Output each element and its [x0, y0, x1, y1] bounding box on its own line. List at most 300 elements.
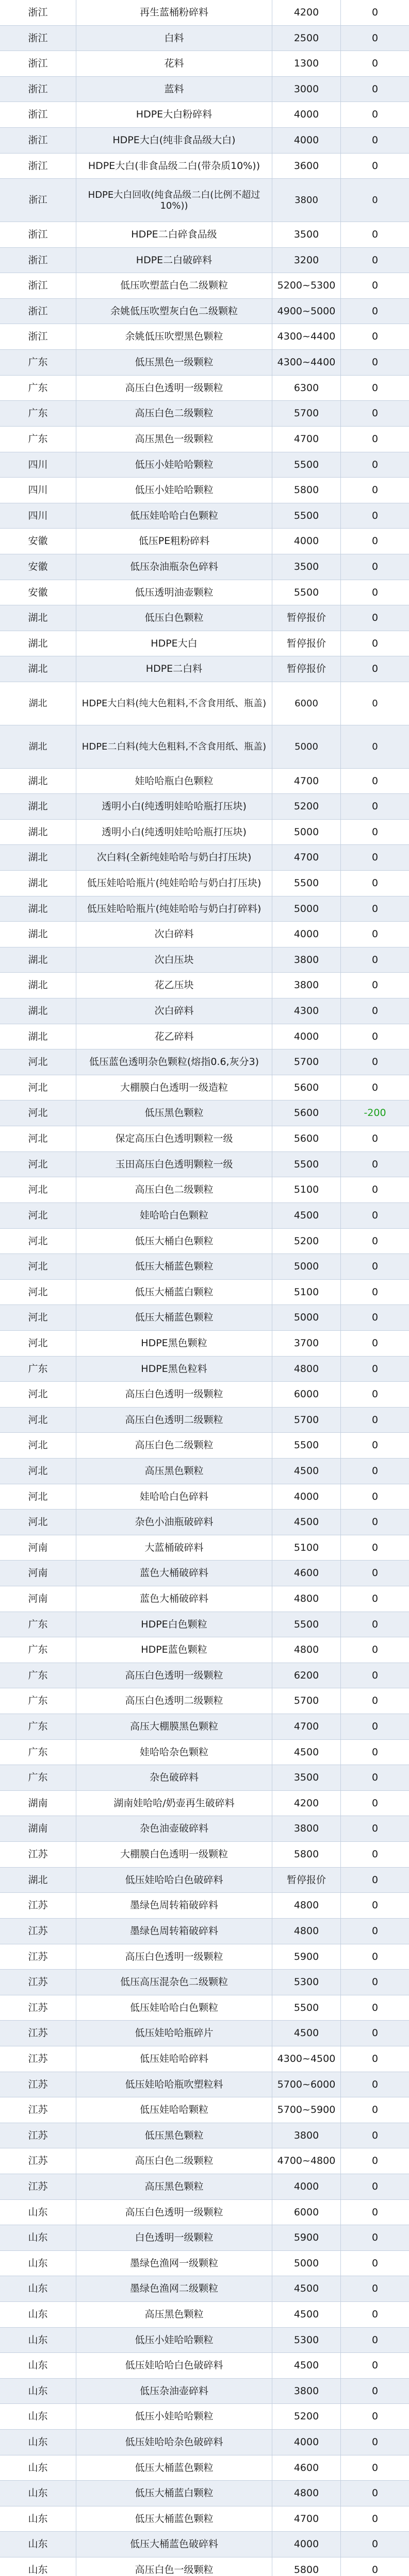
price-cell: 5300: [272, 2328, 341, 2352]
change-cell: 0: [371, 2283, 379, 2294]
price-cell: 4000: [272, 922, 341, 947]
region-cell: 广东: [0, 1740, 76, 1765]
price-cell: 3800: [272, 2123, 341, 2148]
region-cell: 湖北: [0, 947, 76, 972]
price-cell: 4700: [272, 845, 341, 870]
table-row: [0, 1816, 409, 1842]
region-cell: 山东: [0, 2455, 76, 2480]
price-cell: 4700: [272, 769, 341, 793]
spec-cell: 高压黑色颗粒: [76, 2174, 272, 2199]
region-cell: 江苏: [0, 2148, 76, 2174]
price-cell: 4700: [272, 2506, 341, 2531]
change-cell: 0: [371, 1746, 379, 1758]
spec-cell: 墨绿色渔网一级颗粒: [76, 2251, 272, 2276]
spec-cell: 娃哈哈白色碎料: [76, 1484, 272, 1509]
spec-cell: 白料: [76, 26, 272, 50]
region-cell: 江苏: [0, 1893, 76, 1918]
spec-cell: HDPE大白(非食品级二白(带杂质10%)): [76, 154, 272, 178]
spec-cell: 低压娃哈哈白色颗粒: [76, 1995, 272, 2020]
region-cell: 湖北: [0, 871, 76, 896]
price-cell: 4000: [272, 102, 341, 127]
change-cell: 0: [372, 698, 378, 709]
change-cell: 0: [371, 1567, 379, 1579]
table-row: [0, 947, 409, 973]
table-row: [0, 896, 409, 922]
region-cell: 山东: [0, 2404, 76, 2429]
table-row: [0, 1612, 409, 1637]
spec-cell: 低压大桶蓝色颗粒: [76, 1254, 272, 1279]
region-cell: 河南: [0, 1561, 76, 1586]
price-cell: 5700: [272, 1049, 341, 1075]
change-cell: 0: [371, 1593, 379, 1604]
spec-cell: 低压小娃哈哈颗粒: [76, 2328, 272, 2352]
price-cell: 3600: [272, 154, 341, 178]
price-cell: 3800: [272, 1816, 341, 1841]
price-cell: 3500: [272, 222, 341, 247]
table-row: [0, 631, 409, 656]
region-cell: 广东: [0, 1663, 76, 1688]
price-cell: 4300~4500: [272, 2046, 341, 2072]
spec-cell: 低压娃哈哈颗粒: [76, 2097, 272, 2123]
table-row: [0, 2251, 409, 2276]
price-cell: 6000: [272, 2200, 341, 2225]
change-cell: 0: [371, 2385, 379, 2397]
table-row: [0, 2430, 409, 2455]
spec-cell: 低压杂油瓶杂色碎料: [76, 554, 272, 580]
change-cell: 0: [371, 2411, 379, 2422]
change-cell: 0: [371, 1363, 379, 1375]
price-cell: 3200: [272, 248, 341, 273]
change-cell: 0: [371, 2027, 379, 2039]
region-cell: 江苏: [0, 1970, 76, 1995]
price-cell: 5100: [272, 1535, 341, 1560]
price-cell: 4600: [272, 1561, 341, 1586]
table-row: [0, 1944, 409, 1970]
spec-cell: 玉田高压白色透明颗粒一级: [76, 1152, 272, 1177]
change-cell: 0: [371, 954, 379, 965]
spec-cell: 低压大桶蓝色颗粒: [76, 2455, 272, 2480]
region-cell: 广东: [0, 401, 76, 426]
spec-cell: 低压大桶蓝色颗粒: [76, 1305, 272, 1330]
price-cell: 4300~4400: [272, 350, 341, 375]
change-cell: 0: [371, 1516, 379, 1528]
table-row: [0, 2200, 409, 2225]
price-cell: 5000: [272, 2251, 341, 2276]
table-row: [0, 2532, 409, 2557]
change-cell: 0: [371, 2206, 379, 2218]
table-row: [0, 2123, 409, 2148]
table-row: [0, 102, 409, 128]
region-cell: 广东: [0, 376, 76, 400]
spec-cell: HDPE大白: [76, 631, 272, 656]
table-row: [0, 128, 409, 154]
change-cell: 0: [371, 1158, 379, 1170]
spec-cell: 高压白色透明一级颗粒: [76, 1382, 272, 1407]
price-cell: 4300: [272, 998, 341, 1024]
price-cell: 4000: [272, 1024, 341, 1049]
price-cell: 6300: [272, 376, 341, 400]
region-cell: 山东: [0, 2379, 76, 2403]
region-cell: 河北: [0, 1203, 76, 1228]
spec-cell: 大蓝桶破碎料: [76, 1535, 272, 1560]
price-cell: 5500: [272, 580, 341, 605]
price-cell: 5300: [272, 1970, 341, 1995]
spec-cell: 再生蓝桶粉碎料: [76, 0, 272, 25]
table-row: [0, 179, 409, 222]
spec-cell: 白色透明一级颗粒: [76, 2225, 272, 2250]
spec-cell: 高压白色透明一级颗粒: [76, 1944, 272, 1969]
price-cell: 5500: [272, 1995, 341, 2020]
spec-cell: HDPE二白料: [76, 656, 272, 682]
region-cell: 浙江: [0, 26, 76, 50]
region-cell: 山东: [0, 2353, 76, 2378]
change-cell: 0: [371, 1721, 379, 1732]
table-row: [0, 222, 409, 248]
change-cell: 0: [371, 663, 379, 674]
region-cell: 河北: [0, 1331, 76, 1356]
spec-cell: 低压小娃哈哈颗粒: [76, 2404, 272, 2429]
change-cell: 0: [371, 903, 379, 914]
price-cell: 5500: [272, 1612, 341, 1637]
table-row: [0, 1637, 409, 1663]
region-cell: 浙江: [0, 128, 76, 153]
table-row: [0, 1382, 409, 1408]
table-row: [0, 1177, 409, 1203]
spec-cell: 高压白色透明一级颗粒: [76, 1663, 272, 1688]
price-cell: 5600: [272, 1075, 341, 1100]
price-cell: 4200: [272, 0, 341, 25]
region-cell: 山东: [0, 2328, 76, 2352]
table-row: [0, 1970, 409, 1995]
price-cell: 3000: [272, 77, 341, 101]
region-cell: 湖北: [0, 1024, 76, 1049]
change-cell: 0: [371, 1414, 379, 1426]
table-row: [0, 2276, 409, 2302]
price-cell: 4500: [272, 1740, 341, 1765]
price-cell: 5000: [272, 1305, 341, 1330]
price-cell: 6200: [272, 1663, 341, 1688]
table-row: [0, 2353, 409, 2379]
table-row: [0, 77, 409, 102]
change-cell: 0: [371, 280, 379, 291]
region-cell: 湖北: [0, 631, 76, 656]
table-row: [0, 682, 409, 725]
table-row: [0, 973, 409, 998]
table-row: [0, 427, 409, 452]
spec-cell: 低压黑色颗粒: [76, 2123, 272, 2148]
spec-cell: 低压大桶蓝白颗粒: [76, 1280, 272, 1304]
price-cell: 5200: [272, 794, 341, 819]
table-row: [0, 1893, 409, 1919]
spec-cell: HDPE蓝色颗粒: [76, 1637, 272, 1663]
table-row: [0, 1586, 409, 1612]
table-row: [0, 324, 409, 350]
table-row: [0, 1152, 409, 1177]
table-row: [0, 1075, 409, 1100]
change-cell: 0: [371, 254, 379, 266]
change-cell: 0: [371, 7, 379, 18]
region-cell: 广东: [0, 1714, 76, 1739]
change-cell: 0: [371, 1695, 379, 1706]
region-cell: 广东: [0, 1357, 76, 1381]
region-cell: 山东: [0, 2430, 76, 2455]
change-cell: 0: [371, 637, 379, 649]
price-cell: 5500: [272, 1433, 341, 1458]
table-row: [0, 1357, 409, 1382]
price-cell: 4500: [272, 2353, 341, 2378]
change-cell: 0: [371, 2181, 379, 2192]
spec-cell: 低压娃哈哈瓶吹塑粒料: [76, 2072, 272, 2097]
spec-cell: 低压娃哈哈瓶片(纯娃哈哈与奶白打压块): [76, 871, 272, 896]
table-row: [0, 51, 409, 77]
spec-cell: 蓝色大桶破碎料: [76, 1561, 272, 1586]
region-cell: 江苏: [0, 2021, 76, 2046]
region-cell: 湖北: [0, 725, 76, 768]
table-row: [0, 1024, 409, 1049]
region-cell: 浙江: [0, 324, 76, 349]
region-cell: 湖北: [0, 820, 76, 844]
change-cell: 0: [371, 58, 379, 69]
price-cell: 5200: [272, 2404, 341, 2429]
region-cell: 江苏: [0, 1944, 76, 1969]
table-row: [0, 299, 409, 324]
table-row: [0, 2148, 409, 2174]
spec-cell: HDPE二白破碎料: [76, 248, 272, 273]
spec-cell: 低压娃哈哈白色破碎料: [76, 2353, 272, 2378]
change-cell: 0: [371, 459, 379, 470]
table-row: [0, 1280, 409, 1305]
change-cell: 0: [371, 979, 379, 991]
table-row: [0, 2404, 409, 2430]
region-cell: 浙江: [0, 51, 76, 76]
spec-cell: 湖南娃哈哈/奶壶再生破碎料: [76, 1791, 272, 1816]
table-row: [0, 503, 409, 529]
price-cell: 暂停报价: [272, 631, 341, 656]
change-cell: 0: [371, 1286, 379, 1298]
spec-cell: HDPE大白回收(纯食品级二白(比例不超过10%)): [76, 179, 272, 222]
spec-cell: 大棚膜白色透明一级造粒: [76, 1075, 272, 1100]
table-row: [0, 1688, 409, 1714]
change-cell: 0: [371, 331, 379, 342]
price-cell: 4000: [272, 1484, 341, 1509]
spec-cell: HDPE白色颗粒: [76, 1612, 272, 1637]
region-cell: 浙江: [0, 0, 76, 25]
price-cell: 6000: [272, 1382, 341, 1407]
region-cell: 河北: [0, 1459, 76, 1484]
table-row: [0, 1126, 409, 1152]
spec-cell: 低压透明油壶颗粒: [76, 580, 272, 605]
change-cell: 0: [371, 2104, 379, 2115]
price-cell: 5000: [272, 896, 341, 921]
region-cell: 浙江: [0, 77, 76, 101]
region-cell: 河北: [0, 1382, 76, 1407]
spec-cell: 次白碎料: [76, 922, 272, 947]
region-cell: 河南: [0, 1586, 76, 1612]
change-cell: 0: [371, 109, 379, 120]
change-cell: 0: [371, 229, 379, 240]
table-row: [0, 350, 409, 376]
change-cell: 0: [371, 484, 379, 496]
spec-cell: 娃哈哈白色颗粒: [76, 1203, 272, 1228]
change-cell: 0: [371, 877, 379, 889]
change-cell: 0: [371, 535, 379, 547]
table-row: [0, 26, 409, 51]
spec-cell: 高压白色透明二级颗粒: [76, 1408, 272, 1432]
change-cell: 0: [371, 1081, 379, 1093]
change-cell: 0: [371, 382, 379, 394]
table-row: [0, 2557, 409, 2576]
region-cell: 浙江: [0, 299, 76, 324]
region-cell: 河北: [0, 1229, 76, 1253]
change-cell: 0: [371, 408, 379, 419]
price-cell: 5900: [272, 1944, 341, 1969]
spec-cell: 透明小白(纯透明娃哈哈瓶打压块): [76, 820, 272, 844]
price-cell: 4200: [272, 1791, 341, 1816]
region-cell: 河北: [0, 1177, 76, 1202]
spec-cell: 大棚膜白色透明一级颗粒: [76, 1842, 272, 1867]
spec-cell: 低压娃哈哈瓶碎片: [76, 2021, 272, 2046]
price-cell: 3700: [272, 1331, 341, 1356]
table-row: [0, 2097, 409, 2123]
region-cell: 河北: [0, 1254, 76, 1279]
spec-cell: 娃哈哈瓶白色颗粒: [76, 769, 272, 793]
spec-cell: 低压杂油壶碎料: [76, 2379, 272, 2403]
region-cell: 浙江: [0, 222, 76, 247]
table-row: [0, 154, 409, 179]
price-cell: 1300: [272, 51, 341, 76]
table-row: [0, 2225, 409, 2251]
change-cell: 0: [371, 2232, 379, 2243]
price-cell: 5100: [272, 1177, 341, 1202]
change-cell: 0: [371, 1925, 379, 1937]
spec-cell: HDPE二白碎食品级: [76, 222, 272, 247]
change-cell: 0: [371, 1900, 379, 1911]
price-cell: 4500: [272, 1510, 341, 1535]
region-cell: 广东: [0, 1637, 76, 1663]
change-cell: 0: [371, 1056, 379, 1067]
price-cell: 4800: [272, 1893, 341, 1918]
change-cell: 0: [371, 1184, 379, 1195]
price-cell: 5700: [272, 1408, 341, 1432]
change-cell: 0: [371, 852, 379, 863]
change-cell: 0: [371, 433, 379, 445]
region-cell: 河北: [0, 1305, 76, 1330]
price-cell: 4600: [272, 2455, 341, 2480]
table-row: [0, 1254, 409, 1280]
table-row: [0, 1331, 409, 1357]
spec-cell: 低压黑色颗粒: [76, 1100, 272, 1126]
spec-cell: 低压蓝色透明杂色颗粒(熔指0.6,灰分3): [76, 1049, 272, 1075]
price-cell: 4000: [272, 529, 341, 554]
spec-cell: 低压娃哈哈杂色破碎料: [76, 2430, 272, 2455]
spec-cell: 高压白色二级颗粒: [76, 401, 272, 426]
region-cell: 江苏: [0, 2072, 76, 2097]
price-cell: 3800: [272, 179, 341, 222]
price-cell: 5500: [272, 871, 341, 896]
region-cell: 浙江: [0, 248, 76, 273]
region-cell: 湖北: [0, 605, 76, 631]
region-cell: 安徽: [0, 580, 76, 605]
region-cell: 湖北: [0, 769, 76, 793]
change-cell: 0: [371, 1030, 379, 1042]
change-cell: 0: [371, 1541, 379, 1553]
spec-cell: 花乙碎料: [76, 1024, 272, 1049]
spec-cell: HDPE大白料(纯大色粗料,不含食用纸、瓶盖): [76, 682, 272, 725]
region-cell: 浙江: [0, 179, 76, 222]
price-cell: 5800: [272, 478, 341, 503]
region-cell: 山东: [0, 2532, 76, 2557]
spec-cell: 墨绿色渔网二级颗粒: [76, 2276, 272, 2301]
spec-cell: 高压白色二级颗粒: [76, 1433, 272, 1458]
spec-cell: 杂色破碎料: [76, 1765, 272, 1790]
region-cell: 湖北: [0, 682, 76, 725]
spec-cell: 低压PE粗粉碎料: [76, 529, 272, 554]
region-cell: 河北: [0, 1408, 76, 1432]
table-row: [0, 1919, 409, 1944]
change-cell: 0: [371, 2257, 379, 2269]
price-cell: 4000: [272, 2532, 341, 2557]
region-cell: 河北: [0, 1075, 76, 1100]
region-cell: 四川: [0, 503, 76, 528]
change-cell: 0: [371, 2078, 379, 2090]
spec-cell: 低压吹塑蓝白色二级颗粒: [76, 273, 272, 298]
price-cell: 4500: [272, 2276, 341, 2301]
table-row: [0, 998, 409, 1024]
table-row: [0, 2455, 409, 2481]
table-row: [0, 2506, 409, 2532]
change-cell: 0: [371, 32, 379, 44]
table-row: [0, 1740, 409, 1765]
spec-cell: 高压黑色颗粒: [76, 1459, 272, 1484]
change-cell: 0: [371, 826, 379, 838]
region-cell: 山东: [0, 2251, 76, 2276]
table-row: [0, 845, 409, 871]
table-row: [0, 725, 409, 769]
price-cell: 4500: [272, 2021, 341, 2046]
price-cell: 5900: [272, 2225, 341, 2250]
table-row: [0, 401, 409, 427]
region-cell: 湖南: [0, 1791, 76, 1816]
price-cell: 6000: [272, 682, 341, 725]
change-cell: 0: [371, 357, 379, 368]
table-row: [0, 248, 409, 273]
change-cell: 0: [371, 2334, 379, 2346]
change-cell: 0: [371, 1210, 379, 1221]
price-cell: 5700~6000: [272, 2072, 341, 2097]
region-cell: 四川: [0, 452, 76, 477]
region-cell: 河北: [0, 1049, 76, 1075]
change-cell: 0: [371, 1849, 379, 1860]
table-row: [0, 554, 409, 580]
table-row: [0, 1995, 409, 2021]
change-cell: 0: [371, 1644, 379, 1655]
spec-cell: 墨绿色周转箱破碎料: [76, 1919, 272, 1944]
price-cell: 4800: [272, 2481, 341, 2506]
table-row: [0, 1459, 409, 1484]
region-cell: 江苏: [0, 1919, 76, 1944]
change-cell: 0: [371, 928, 379, 940]
table-row: [0, 656, 409, 682]
spec-cell: 娃哈哈杂色颗粒: [76, 1740, 272, 1765]
spec-cell: 蓝料: [76, 77, 272, 101]
change-cell: 0: [371, 2538, 379, 2550]
spec-cell: 蓝色大桶破碎料: [76, 1586, 272, 1612]
change-cell: 0: [371, 1133, 379, 1144]
table-row: [0, 529, 409, 554]
table-row: [0, 1433, 409, 1459]
change-cell: 0: [371, 2129, 379, 2141]
change-cell: 0: [371, 1490, 379, 1502]
